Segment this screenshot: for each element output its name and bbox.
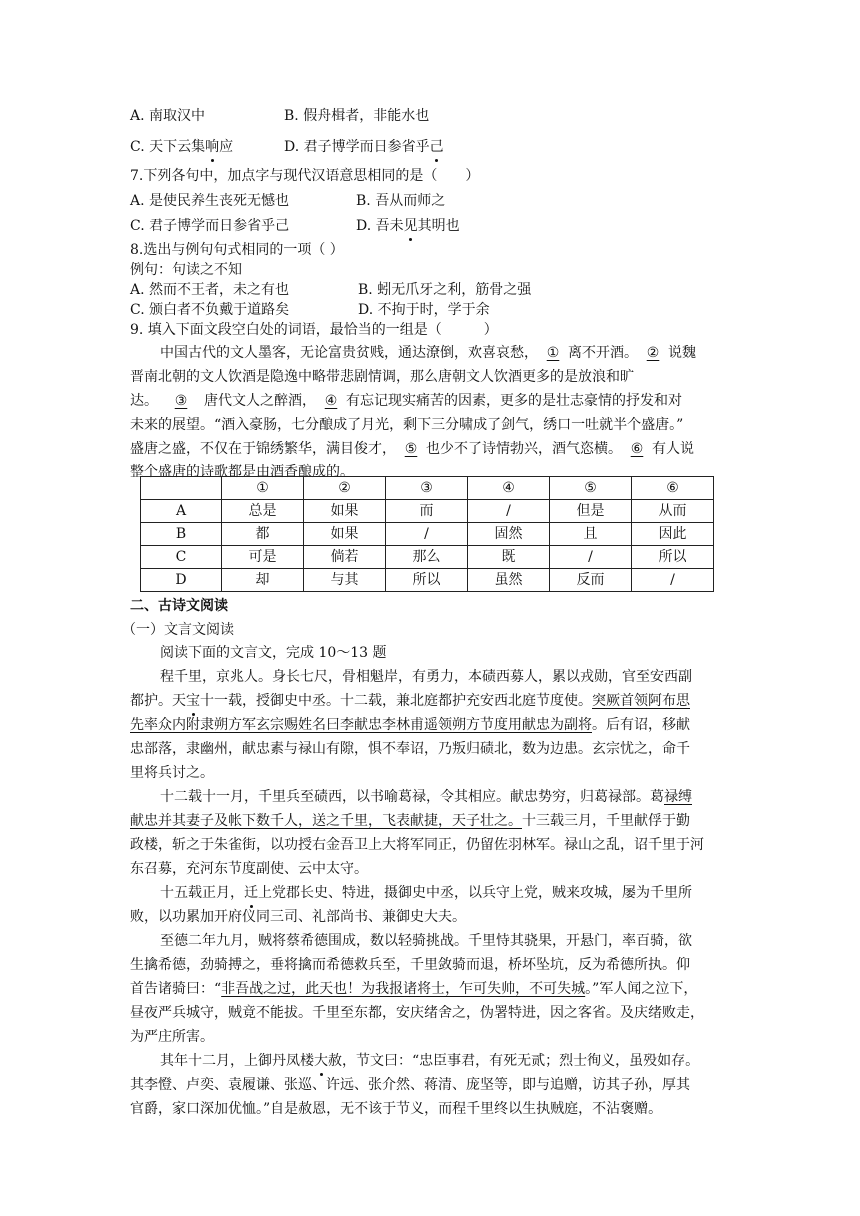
table-cell: A	[141, 500, 222, 523]
table-cell: 所以	[632, 546, 714, 569]
passage-line: 昼夜严兵城守，贼竟不能拔。千里至东都，安庆绪舍之，伪署特进，因之客省。及庆绪败走，	[130, 1005, 704, 1021]
section-title: 二、古诗文阅读	[130, 598, 228, 614]
q6-option-d-pre: D. 君子博学而日参省乎	[284, 139, 430, 155]
blank-3: ③	[174, 393, 188, 409]
q9-passage-line	[160, 343, 696, 363]
table-row	[141, 500, 714, 523]
table-cell: D	[141, 569, 222, 592]
passage-line	[160, 883, 692, 903]
table-cell: 所以	[386, 569, 468, 592]
passage-text: 赦，节文曰：“忠臣事君，有死无贰；烈士徇义，虽殁如存。	[328, 1053, 700, 1069]
q7-option-a: A. 是使民养生丧死无憾也	[130, 193, 290, 209]
table-header-cell	[141, 477, 222, 500]
q9-text: 达。	[130, 393, 158, 409]
q8-option-d: D. 不拘于时，学于余	[358, 302, 490, 318]
q6-option-b: B. 假舟楫者，非能水也	[284, 108, 430, 124]
passage-line: 生擒希德，劲骑搏之，垂将擒而希德救兵至，千里敛骑而退，桥坏坠坑，反为希德所执。仰	[130, 957, 690, 973]
table-row	[141, 546, 714, 569]
underlined-sentence: 禄缚	[664, 789, 692, 805]
emphasis-dot-char: 大	[314, 1053, 328, 1069]
table-header-cell: ④	[468, 477, 550, 500]
table-cell: /	[550, 546, 632, 569]
emphasis-dot-char: 宝	[186, 693, 200, 709]
passage-text: 十一载，授御史中丞。十二载，兼北庭都护充安西北庭节度使。	[200, 693, 592, 709]
table-cell: 却	[222, 569, 304, 592]
q9-text: 也少不了诗情勃兴，酒气恣横。	[426, 441, 622, 457]
passage-line: 东召募，充河东节度副使、云中太守。	[130, 861, 368, 877]
emphasis-dot-char: 见	[403, 218, 418, 234]
underlined-sentence: 先率众内附隶朔方军玄宗赐姓名曰李献忠李林甫遥领朔方节度用献忠为副将	[130, 717, 592, 733]
q8-option-b: B. 蚓无爪牙之利，筋骨之强	[358, 282, 532, 298]
q7-option-d	[356, 216, 460, 236]
table-cell: /	[632, 569, 714, 592]
table-header-row	[141, 477, 714, 500]
passage-line	[130, 691, 690, 711]
passage-text: 其年十二月，上御丹凤楼	[160, 1053, 314, 1069]
q9-text: 有人说	[652, 441, 694, 457]
passage-intro: 阅读下面的文言文，完成 10～13 题	[160, 645, 387, 661]
table-cell: 总是	[222, 500, 304, 523]
passage-line: 为严庄所害。	[130, 1029, 214, 1045]
blank-1: ①	[546, 345, 560, 361]
passage-text: 。”军人闻之泣下，	[585, 981, 698, 997]
blank-6: ⑥	[630, 441, 644, 457]
passage-line: 败，以功累加开府仪同三司、礼部尚书、兼御史大夫。	[130, 909, 466, 925]
underlined-sentence: 突厥首领阿布思	[592, 693, 690, 709]
passage-text: 。后有诏，移献	[592, 717, 690, 733]
q9-text: 唐代文人之醉酒，	[204, 393, 316, 409]
emphasis-dot-char: 响	[205, 139, 220, 155]
emphasis-dot-char: 己	[429, 139, 444, 155]
passage-line	[160, 787, 692, 807]
q7-option-d-post: 其明也	[417, 218, 460, 234]
q9-passage-line: 未来的展望。“酒入豪肠，七分酿成了月光，剩下三分啸成了剑气，绣口一吐就半个盛唐。”	[130, 417, 684, 433]
section-subtitle: （一）文言文阅读	[122, 622, 234, 638]
q7-option-c: C. 君子博学而日参省乎己	[130, 218, 290, 234]
table-header-cell: ③	[386, 477, 468, 500]
q8-example: 例句：句读之不知	[130, 262, 242, 278]
table-cell: 如果	[304, 500, 386, 523]
passage-line: 忠部落，隶幽州，献忠素与禄山有隙，惧不奉诏，乃叛归碛北，数为边患。玄宗忧之，命千	[130, 741, 690, 757]
table-cell: 可是	[222, 546, 304, 569]
q9-answer-table	[140, 476, 714, 592]
passage-text: 都护。天	[130, 693, 186, 709]
q6-option-c	[130, 137, 233, 157]
passage-line	[160, 1051, 699, 1071]
q9-stem: 9. 填入下面文段空白处的词语，最恰当的一组是（ ）	[130, 322, 498, 338]
q6-option-c-post: 应	[219, 139, 234, 155]
q7-option-b: B. 吾从而师之	[356, 193, 446, 209]
table-header-cell: ⑤	[550, 477, 632, 500]
blank-4: ④	[324, 393, 338, 409]
table-cell: 因此	[632, 523, 714, 546]
table-cell: 那么	[386, 546, 468, 569]
table-cell: 都	[222, 523, 304, 546]
passage-line: 其李憕、卢奕、袁履谦、张巡、许远、张介然、蒋清、庞坚等，即与追赠，访其子孙，厚其	[130, 1077, 690, 1093]
q8-option-c: C. 颁白者不负戴于道路矣	[130, 302, 290, 318]
table-cell: 而	[386, 500, 468, 523]
table-cell: 虽然	[468, 569, 550, 592]
table-cell: 倘若	[304, 546, 386, 569]
q9-passage-line	[130, 391, 682, 411]
passage-line: 里将兵讨之。	[130, 765, 214, 781]
table-cell: 且	[550, 523, 632, 546]
passage-line: 至德二年九月，贼将蔡希德围成，数以轻骑挑战。千里恃其骁果，开悬门，率百骑，欲	[160, 933, 692, 949]
table-cell: 既	[468, 546, 550, 569]
table-header-cell: ②	[304, 477, 386, 500]
table-cell: B	[141, 523, 222, 546]
blank-5: ⑤	[404, 441, 418, 457]
underlined-sentence: 献忠并其妻子及帐下数千人，送之千里，飞表献捷，天子壮之。	[130, 813, 522, 829]
passage-text: 十三载三月，千里献俘于勤	[522, 813, 690, 829]
passage-text: 上党郡长史、特进，摄御史中丞，以兵守上党，贼来攻城，屡为千里所	[258, 885, 692, 901]
passage-line: 官爵，家口深加优恤。”自是赦恩，无不该于节义，而程千里终以生执贼庭，不沾褒赠。	[130, 1101, 663, 1117]
emphasis-dot-char: 迁	[244, 885, 258, 901]
passage-line	[130, 715, 690, 735]
passage-text: 十五载正月，	[160, 885, 244, 901]
q8-stem: 8.选出与例句句式相同的一项（ ）	[130, 242, 344, 258]
q6-option-c-pre: C. 天下云集	[130, 139, 206, 155]
table-cell: C	[141, 546, 222, 569]
q7-stem: 7.下列各句中，加点字与现代汉语意思相同的是（ ）	[130, 168, 480, 184]
passage-text: 十二载十一月，千里兵至碛西，以书喻葛禄，令其相应。献忠势穷，归葛禄部。葛	[160, 789, 664, 805]
q9-text: 中国古代的文人墨客，无论富贵贫贱，通达潦倒，欢喜哀愁，	[160, 345, 538, 361]
passage-text: 首告诸骑曰：“	[130, 981, 222, 997]
underlined-sentence: 非吾战之过，此天也！为我报诸将士，乍可失帅，不可失城	[221, 981, 586, 997]
q9-text: 有忘记现实痛苦的因素，更多的是壮志豪情的抒发和对	[346, 393, 682, 409]
table-cell: /	[468, 500, 550, 523]
q6-option-d	[284, 137, 444, 157]
table-row	[141, 523, 714, 546]
q6-option-a: A. 南取汉中	[130, 108, 206, 124]
table-cell: /	[386, 523, 468, 546]
table-header-cell: ①	[222, 477, 304, 500]
passage-line	[130, 979, 697, 999]
table-cell: 从而	[632, 500, 714, 523]
q7-option-d-pre: D. 吾未	[356, 218, 404, 234]
q9-text: 离不开酒。	[568, 345, 638, 361]
q9-text: 说魏	[668, 345, 696, 361]
table-cell: 反而	[550, 569, 632, 592]
q9-text: 盛唐之盛，不仅在于锦绣繁华，满目俊才，	[130, 441, 396, 457]
table-row	[141, 569, 714, 592]
passage-line: 程千里，京兆人。身长七尺，骨相魁岸，有勇力，本碛西募人，累以戎勋，官至安西副	[160, 669, 692, 685]
table-cell: 如果	[304, 523, 386, 546]
q9-passage-line: 整个盛唐的诗歌都是由酒香酿成的。	[130, 464, 354, 480]
blank-2: ②	[646, 345, 660, 361]
passage-line	[130, 811, 690, 831]
q8-option-a: A. 然而不王者，未之有也	[130, 282, 290, 298]
table-cell: 与其	[304, 569, 386, 592]
table-header-cell: ⑥	[632, 477, 714, 500]
table-cell: 固然	[468, 523, 550, 546]
q9-passage-line: 晋南北朝的文人饮酒是隐逸中略带悲剧情调，那么唐朝文人饮酒更多的是放浪和旷	[130, 369, 634, 385]
table-cell: 但是	[550, 500, 632, 523]
passage-line: 政楼，斩之于朱雀街，以功授右金吾卫上大将军同正，仍留佐羽林军。禄山之乱，诏千里于河	[130, 837, 704, 853]
q9-passage-line	[130, 439, 694, 459]
